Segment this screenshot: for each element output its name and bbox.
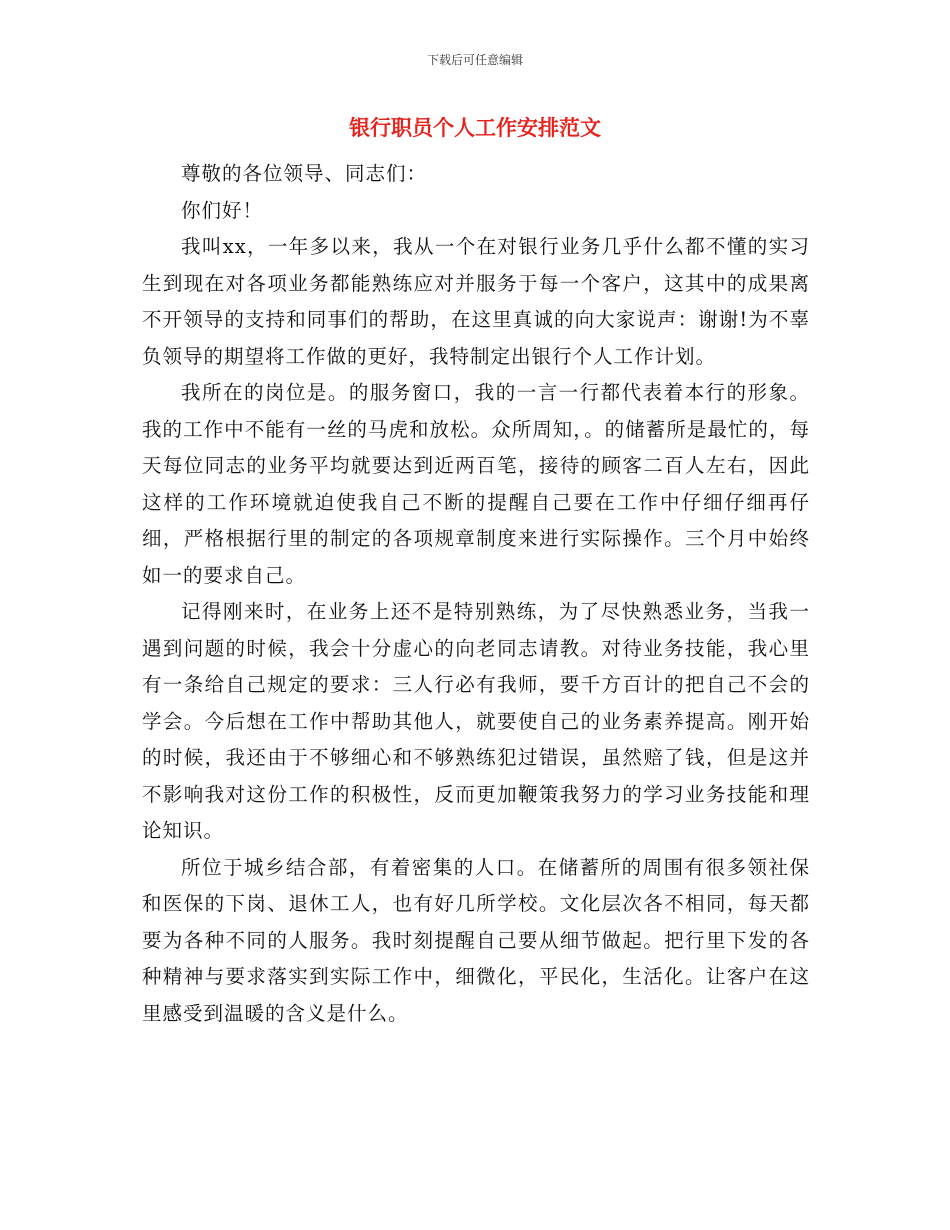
body-paragraph-learning: 记得刚来时，在业务上还不是特别熟练，为了尽快熟悉业务，当我一遇到问题的时候，我会十分虚心的向老同志请教。对待业务技能，我心里有一条给自己规定的要求：三人行必有我师，要千方百计的把自己不会的学会。今后想在工作中帮助其他人，就要使自己的业务素养提高。刚开始的时候，我还由于不够细心和不够熟练犯过错误，虽然赔了钱，但是这并不影响我对这份工作的积极性，反而更加鞭策我努力的学习业务技能和理论知识。 [142,600,810,842]
greeting-paragraph: 你们好！ [181,198,264,222]
salutation-paragraph: 尊敬的各位领导、同志们： [181,162,428,185]
page-header-note: 下载后可任意编辑 [426,53,523,67]
body-paragraph-intro: 我叫xx，一年多以来，我从一个在对银行业务几乎什么都不懂的实习生到现在对各项业务都能熟练应对并服务于每一个客户，这其中的成果离不开领导的支持和同事们的帮助，在这里真诚的向大家说声：谢谢!为不辜负领导的期望将工作做的更好，我特制定出银行个人工作计划。 [142,235,810,368]
document-body [142,156,810,1032]
body-paragraph-position: 我所在的岗位是。的服务窗口，我的一言一行都代表着本行的形象。我的工作中不能有一丝的马虎和放松。众所周知，。的储蓄所是最忙的，每天每位同志的业务平均就要达到近两百笔，接待的顾客二百人左右，因此这样的工作环境就迫使我自己不断的提醒自己要在工作中仔细仔细再仔细，严格根据行里的制定的各项规章制度来进行实际操作。三个月中始终如一的要求自己。 [142,381,810,587]
body-paragraph-location: 所位于城乡结合部，有着密集的人口。在储蓄所的周围有很多领社保和医保的下岗、退休工人，也有好几所学校。文化层次各不相同，每天都要为各种不同的人服务。我时刻提醒自己要从细节做起。把行里下发的各种精神与要求落实到实际工作中，细微化，平民化，生活化。让客户在这里感受到温暖的含义是什么。 [142,855,810,1025]
document-title: 银行职员个人工作安排范文 [349,116,601,140]
